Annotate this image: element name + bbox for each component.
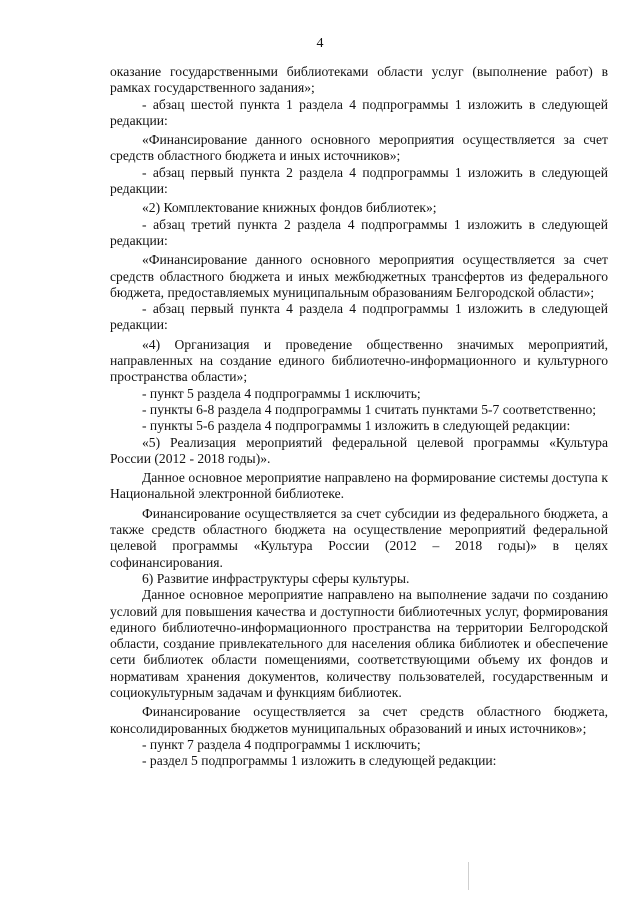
paragraph: «4) Организация и проведение общественно значимых мероприятий, направленных на создание единого библиотечно-информационного и культурного пространства области»; [110,336,608,385]
paragraph: «5) Реализация мероприятий федеральной целевой программы «Культура России (2012 - 2018 годы)». [110,434,608,466]
paragraph: «Финансирование данного основного мероприятия осуществляется за счет средств областного бюджета и иных межбюджетных трансфертов из федерального бюджета, предоставляемых муниципальным образованиям Белгородской области»; [110,252,608,300]
paragraph: - абзац первый пункта 2 раздела 4 подпрограммы 1 изложить в следующей редакции: [110,164,608,197]
paragraph: - пункт 5 раздела 4 подпрограммы 1 исключить; [142,385,421,401]
paragraph: «Финансирование данного основного мероприятия осуществляется за счет средств областного бюджета и иных источников»; [110,132,608,164]
paragraph: Данное основное мероприятие направлено на выполнение задачи по созданию условий для повышения качества и доступности библиотечных услуг, формирования единого библиотечно-информационного пространства на территории Белгородской области, создание привлекательного для населения облика библиотек и обеспечение сети библиотек области помещениями, соответствующими объему их фондов и нормативам хранения документов, количеству пользователей, государственным и социокультурным задачам и функциям библиотек. [110,587,608,700]
paragraph: Данное основное мероприятие направлено на формирование системы доступа к Национальной электронной библиотеке. [110,470,608,502]
paragraph: Финансирование осуществляется за счет средств областного бюджета, консолидированных бюджетов муниципальных образований и иных источников»; [110,704,608,736]
paragraph: Финансирование осуществляется за счет субсидии из федерального бюджета, а также средств областного бюджета на осуществление мероприятий федеральной целевой программы «Культура России (2012 – 2018 годы)» в целях софинансирования. [110,505,608,570]
paragraph: - абзац третий пункта 2 раздела 4 подпрограммы 1 изложить в следующей редакции: [110,216,608,248]
document-body [110,64,608,769]
scan-mark [468,862,469,890]
paragraph: - абзац первый пункта 4 раздела 4 подпрограммы 1 изложить в следующей редакции: [110,301,608,333]
paragraph: «2) Комплектование книжных фондов библиотек»; [142,200,437,216]
paragraph: 6) Развитие инфраструктуры сферы культуры. [142,570,410,586]
paragraph: - пункт 7 раздела 4 подпрограммы 1 исключить; [142,736,421,752]
paragraph: оказание государственными библиотеками области услуг (выполнение работ) в рамках государственного задания»; [110,64,608,96]
paragraph: - раздел 5 подпрограммы 1 изложить в следующей редакции: [142,753,497,769]
paragraph: - пункты 6-8 раздела 4 подпрограммы 1 считать пунктами 5-7 соответственно; [142,401,597,417]
paragraph: - пункты 5-6 раздела 4 подпрограммы 1 изложить в следующей редакции: [142,418,571,434]
page-number: 4 [316,36,324,51]
paragraph: - абзац шестой пункта 1 раздела 4 подпрограммы 1 изложить в следующей редакции: [110,96,608,128]
